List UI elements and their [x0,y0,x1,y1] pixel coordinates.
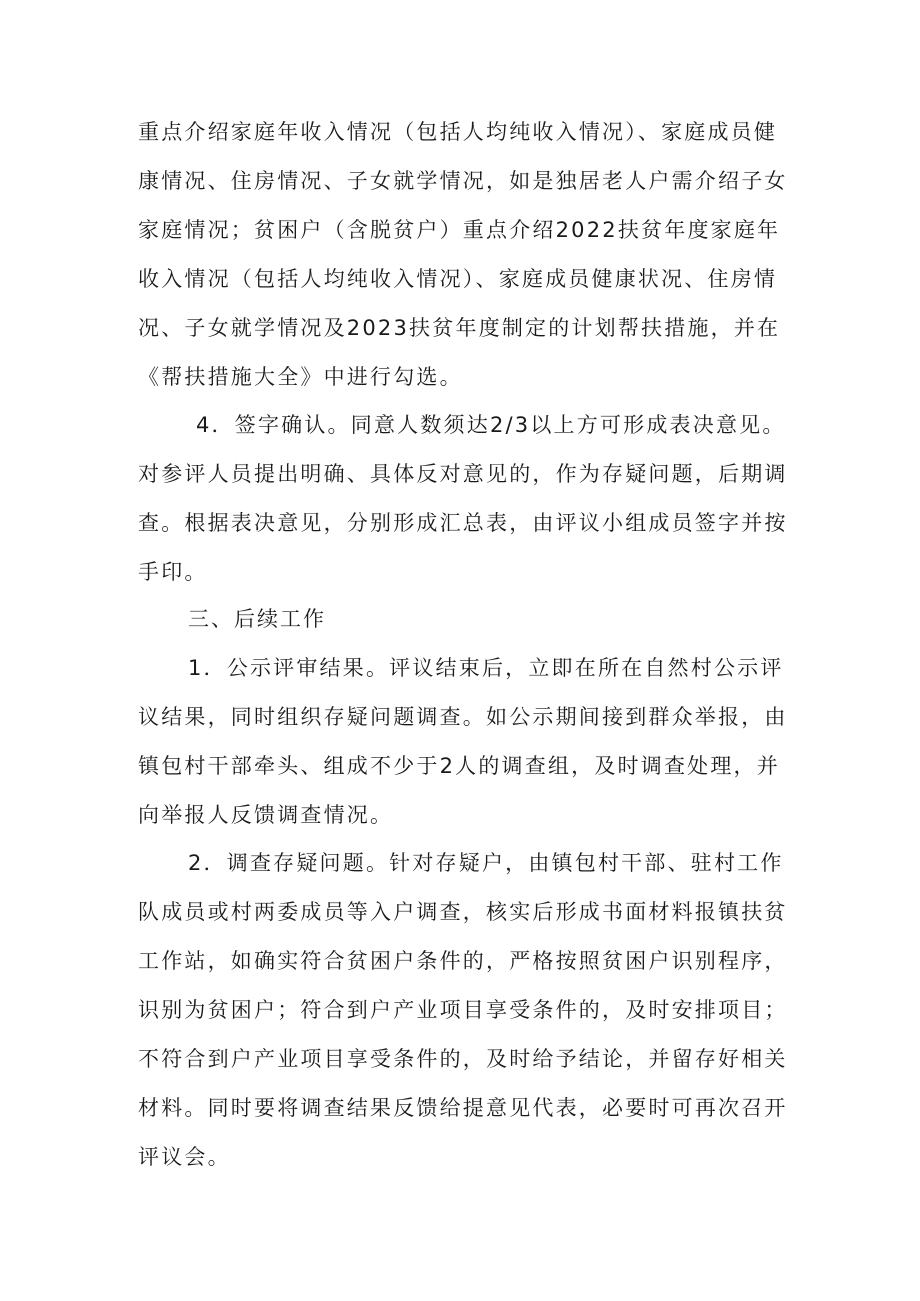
text-line: 向举报人反馈调查情况。 [138,803,394,827]
text-line: 识别为贫困户；符合到户产业项目享受条件的，及时安排项目； [138,998,788,1022]
text-line: 1．公示评审结果。评议结束后，立即在所在自然村公示评 [188,656,784,680]
text-line: 4．签字确认。同意人数须达2/3以上方可形成表决意见。 [196,413,786,437]
text-line: 工作站，如确实符合贫困户条件的，严格按照贫困户识别程序， [138,949,788,973]
text-line: 材料。同时要将调查结果反馈给提意见代表，必要时可再次召开 [138,1096,788,1120]
text-line: 手印。 [138,560,208,584]
text-line: 康情况、住房情况、子女就学情况，如是独居老人户需介绍子女 [138,169,788,193]
text-line: 况、子女就学情况及2023扶贫年度制定的计划帮扶措施，并在 [138,316,781,340]
text-line: 镇包村干部牵头、组成不少于2人的调查组，及时调查处理，并 [138,754,780,778]
text-line: 队成员或村两委成员等入户调查，核实后形成书面材料报镇扶贫 [138,900,788,924]
text-line: 《帮扶措施大全》中进行勾选。 [138,365,463,389]
text-line: 不符合到户产业项目享受条件的，及时给予结论，并留存好相关 [138,1047,788,1071]
text-line: 重点介绍家庭年收入情况（包括人均纯收入情况）、家庭成员健 [138,120,778,144]
text-line: 2．调查存疑问题。针对存疑户，由镇包村干部、驻村工作 [188,851,784,875]
text-line: 家庭情况；贫困户（含脱贫户）重点介绍2022扶贫年度家庭年 [138,218,781,242]
text-line: 收入情况（包括人均纯收入情况）、家庭成员健康状况、住房情 [138,267,778,291]
text-line: 对参评人员提出明确、具体反对意见的，作为存疑问题，后期调 [138,462,788,486]
section-heading: 三、后续工作 [188,607,326,631]
text-line: 查。根据表决意见，分别形成汇总表，由评议小组成员签字并按 [138,511,788,535]
text-line: 评议会。 [138,1145,231,1169]
text-line: 议结果，同时组织存疑问题调查。如公示期间接到群众举报，由 [138,705,788,729]
